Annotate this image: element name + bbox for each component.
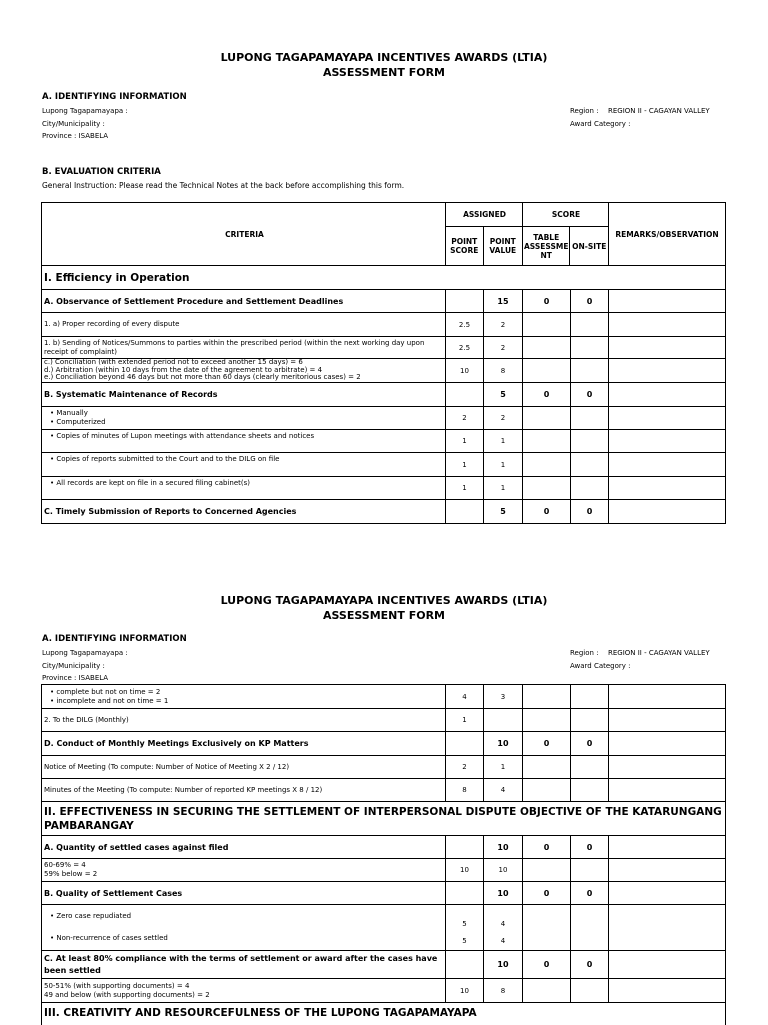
point-score-cell: 10 [446, 859, 484, 881]
criteria-cell [42, 905, 446, 950]
on-site-cell[interactable] [571, 979, 609, 1002]
point-score-cell: 1 [446, 453, 484, 476]
identifying-heading: A. IDENTIFYING INFORMATION [42, 634, 187, 644]
region-label: Region : [570, 107, 599, 115]
point-value-cell: 1 [484, 453, 523, 476]
on-site-cell[interactable] [571, 779, 609, 801]
remarks-cell[interactable] [609, 756, 725, 778]
award-category-label: Award Category : [570, 662, 631, 670]
assessment-table-page2 [41, 684, 726, 1025]
point-value-cell: 2 [484, 313, 523, 336]
criteria-line: • Zero case repudiated [50, 911, 132, 920]
table-assessment-cell[interactable] [523, 477, 571, 499]
table-row [42, 337, 725, 359]
section-title [42, 802, 722, 835]
criteria-line: been settled [44, 965, 101, 975]
point-value-cell: 2 [484, 337, 523, 358]
on-site-cell[interactable] [571, 359, 609, 382]
table-assessment-cell[interactable] [523, 979, 571, 1002]
table-row [42, 290, 725, 313]
remarks-cell[interactable] [609, 709, 725, 731]
table-assessment-cell: 0 [523, 500, 571, 523]
point-score-cell [446, 905, 484, 950]
table-row [42, 979, 725, 1003]
table-assessment-cell[interactable] [523, 359, 571, 382]
criteria-line: d.) Arbitration (within 10 days from the date of the agreement to arbitrate) = 4 [44, 365, 323, 374]
point-value-cell: 10 [484, 882, 523, 904]
city-label: City/Municipality : [42, 120, 105, 128]
section-row [42, 1003, 725, 1025]
section-row [42, 802, 725, 836]
criteria-cell [42, 359, 446, 382]
remarks-cell[interactable] [609, 337, 725, 358]
lupong-label: Lupong Tagapamayapa : [42, 649, 128, 657]
remarks-cell[interactable] [609, 430, 725, 452]
table-assessment-cell[interactable] [523, 859, 571, 881]
criteria-cell: B. Quality of Settlement Cases [42, 882, 446, 904]
table-assessment-cell: 0 [523, 383, 571, 406]
criteria-line: • Manually [50, 409, 88, 417]
on-site-cell[interactable] [571, 477, 609, 499]
on-site-cell[interactable] [571, 430, 609, 452]
criteria-line: 1. b) Sending of Notices/Summons to parties within the prescribed period (within the next working day upon [44, 338, 425, 347]
point-score-cell: 4 [446, 685, 484, 708]
on-site-cell: 0 [571, 290, 609, 312]
on-site-cell: 0 [571, 383, 609, 406]
point-score-cell: 1 [446, 430, 484, 452]
remarks-cell[interactable] [609, 313, 725, 336]
criteria-line: C. At least 80% compliance with the terms of settlement or award after the cases have [44, 953, 438, 963]
lupong-label: Lupong Tagapamayapa : [42, 107, 128, 115]
point-value-cell: 3 [484, 685, 523, 708]
criteria-cell: Notice of Meeting (To compute: Number of Notice of Meeting X 2 / 12) [42, 756, 446, 778]
on-site-cell: 0 [571, 500, 609, 523]
table-assessment-cell[interactable] [523, 756, 571, 778]
point-score-cell: 10 [446, 979, 484, 1002]
criteria-line: receipt of complaint) [44, 347, 118, 356]
point-value-cell: 10 [484, 836, 523, 858]
identifying-heading: A. IDENTIFYING INFORMATION [42, 92, 187, 102]
remarks-header: REMARKS/OBSERVATION [615, 229, 719, 239]
city-label: City/Municipality : [42, 662, 105, 670]
table-row [42, 685, 725, 709]
point-value-value: 4 [500, 937, 506, 946]
point-score-cell: 10 [446, 359, 484, 382]
criteria-line: • Non-recurrence of cases settled [50, 934, 168, 943]
table-assessment-cell: 0 [523, 951, 571, 978]
criteria-line: 49 and below (with supporting documents) = 2 [44, 990, 210, 999]
on-site-cell[interactable] [571, 453, 609, 476]
point-value-cell [484, 709, 523, 731]
point-value-cell: 5 [484, 383, 523, 406]
point-score-cell: 1 [446, 477, 484, 499]
section-title-line: II. EFFECTIVENESS IN SECURING THE SETTLEMENT OF INTERPERSONAL DISPUTE OBJECTIVE OF THE KATARUNGANG [44, 805, 722, 818]
point-score-cell: 2.5 [446, 313, 484, 336]
point-score-cell [446, 951, 484, 978]
point-score-cell: 2.5 [446, 337, 484, 358]
point-score-cell [446, 836, 484, 858]
on-site-cell: 0 [571, 882, 609, 904]
table-row [42, 882, 725, 905]
on-site-cell: 0 [571, 951, 609, 978]
criteria-cell [42, 859, 446, 881]
point-value-cell: 4 [484, 779, 523, 801]
criteria-line: e.) Conciliation beyond 46 days but not more than 60 days (clearly meritorious cases) = 2 [44, 373, 361, 382]
point-score-cell [446, 383, 484, 406]
table-row [42, 407, 725, 430]
on-site-cell[interactable] [571, 313, 609, 336]
point-score-value: 5 [462, 919, 467, 928]
point-score-cell [446, 290, 484, 312]
remarks-cell[interactable] [609, 836, 725, 858]
on-site-header: ON-SITE [572, 241, 607, 251]
criteria-cell: B. Systematic Maintenance of Records [42, 383, 446, 406]
score-header: SCORE [523, 203, 609, 227]
province-label: Province : ISABELA [42, 674, 109, 682]
criteria-line: 50-51% (with supporting documents) = 4 [44, 981, 190, 990]
table-row [42, 430, 725, 453]
evaluation-heading: B. EVALUATION CRITERIA [42, 167, 161, 177]
remarks-cell[interactable] [609, 383, 725, 406]
table-assessment-cell[interactable] [523, 453, 571, 476]
assessment-table-page1 [41, 202, 726, 524]
point-score-cell: 2 [446, 407, 484, 429]
table-assessment-cell[interactable] [523, 313, 571, 336]
remarks-cell[interactable] [609, 859, 725, 881]
point-value-cell: 1 [484, 756, 523, 778]
point-score-cell [446, 732, 484, 755]
table-header [42, 203, 725, 266]
point-score-value: 5 [462, 937, 467, 946]
table-row [42, 709, 725, 732]
criteria-cell: • Copies of minutes of Lupon meetings with attendance sheets and notices [42, 430, 446, 452]
region-label: Region : [570, 649, 599, 657]
on-site-cell[interactable] [571, 337, 609, 358]
on-site-cell[interactable] [571, 407, 609, 429]
point-value-cell: 1 [484, 430, 523, 452]
table-assessment-cell[interactable] [523, 685, 571, 708]
section-row [42, 266, 725, 290]
point-value-cell: 10 [484, 951, 523, 978]
point-score-cell [446, 882, 484, 904]
table-row [42, 756, 725, 779]
table-assessment-cell[interactable] [523, 779, 571, 801]
point-score-cell: 8 [446, 779, 484, 801]
remarks-cell[interactable] [609, 979, 725, 1002]
region-value: REGION II - CAGAYAN VALLEY [608, 107, 710, 115]
table-row [42, 359, 725, 383]
table-row [42, 905, 725, 951]
table-row [42, 383, 725, 407]
table-assessment-cell[interactable] [523, 407, 571, 429]
remarks-cell[interactable] [609, 685, 725, 708]
remarks-cell[interactable] [609, 779, 725, 801]
point-value-cell: 10 [484, 732, 523, 755]
table-row [42, 313, 725, 337]
criteria-cell: • All records are kept on file in a secured filing cabinet(s) [42, 477, 446, 499]
assigned-header: ASSIGNED [446, 203, 523, 227]
point-value-cell: 8 [484, 979, 523, 1002]
region-value: REGION II - CAGAYAN VALLEY [608, 649, 710, 657]
criteria-cell: A. Quantity of settled cases against filed [42, 836, 446, 858]
section-title: I. Efficiency in Operation [44, 271, 190, 284]
criteria-cell [42, 685, 446, 708]
remarks-cell[interactable] [609, 905, 725, 950]
criteria-cell [42, 407, 446, 429]
general-instruction: General Instruction: Please read the Technical Notes at the back before accomplishing this form. [42, 181, 405, 190]
table-row [42, 779, 725, 802]
table-assessment-cell: 0 [523, 290, 571, 312]
table-assessment-cell: 0 [523, 836, 571, 858]
on-site-cell[interactable] [571, 709, 609, 731]
criteria-cell [42, 951, 446, 978]
remarks-cell[interactable] [609, 732, 725, 755]
province-label: Province : ISABELA [42, 132, 109, 140]
on-site-cell: 0 [571, 732, 609, 755]
point-score-cell: 1 [446, 709, 484, 731]
on-site-cell[interactable] [571, 756, 609, 778]
point-score-header: POINT SCORE [446, 227, 484, 265]
table-assessment-cell: 0 [523, 882, 571, 904]
point-value-cell: 5 [484, 500, 523, 523]
point-value-header: POINT VALUE [489, 237, 517, 255]
point-value-value: 4 [500, 919, 506, 928]
table-row [42, 836, 725, 859]
form-title: LUPONG TAGAPAMAYAPA INCENTIVES AWARDS (LTIA) [220, 51, 548, 64]
point-value-cell: 10 [484, 859, 523, 881]
remarks-cell[interactable] [609, 882, 725, 904]
on-site-cell[interactable] [571, 905, 609, 950]
criteria-cell: Minutes of the Meeting (To compute: Number of reported KP meetings X 8 / 12) [42, 779, 446, 801]
point-value-cell: 8 [484, 359, 523, 382]
criteria-line: 59% below = 2 [44, 870, 98, 878]
remarks-cell[interactable] [609, 359, 725, 382]
remarks-cell[interactable] [609, 500, 725, 523]
table-row [42, 500, 725, 524]
table-assessment-cell[interactable] [523, 709, 571, 731]
section-title: III. CREATIVITY AND RESOURCEFULNESS OF THE LUPONG TAGAPAMAYAPA [44, 1007, 477, 1019]
point-value-cell: 1 [484, 477, 523, 499]
point-score-cell [446, 500, 484, 523]
form-subtitle: ASSESSMENT FORM [322, 609, 445, 622]
section-title-line: PAMBARANGAY [44, 819, 134, 832]
criteria-cell [42, 337, 446, 358]
criteria-line: • Computerized [50, 418, 106, 426]
point-value-cell: 2 [484, 407, 523, 429]
criteria-cell: 2. To the DILG (Monthly) [42, 709, 446, 731]
table-row [42, 732, 725, 756]
table-row [42, 859, 725, 882]
on-site-cell[interactable] [571, 859, 609, 881]
table-assessment-cell: 0 [523, 732, 571, 755]
criteria-header: CRITERIA [42, 203, 446, 265]
criteria-cell [42, 979, 446, 1002]
table-assessment-cell[interactable] [523, 905, 571, 950]
point-value-cell [484, 905, 523, 950]
criteria-cell: D. Conduct of Monthly Meetings Exclusively on KP Matters [42, 732, 446, 755]
criteria-line: • complete but not on time = 2 [50, 687, 161, 696]
remarks-cell[interactable] [609, 453, 725, 476]
on-site-cell: 0 [571, 836, 609, 858]
criteria-cell: • Copies of reports submitted to the Court and to the DILG on file [42, 453, 446, 476]
table-assessment-cell[interactable] [523, 430, 571, 452]
award-category-label: Award Category : [570, 120, 631, 128]
table-row [42, 453, 725, 477]
criteria-line: c.) Conciliation (with extended period not to exceed another 15 days) = 6 [44, 359, 303, 367]
point-score-cell: 2 [446, 756, 484, 778]
criteria-cell: 1. a) Proper recording of every dispute [42, 313, 446, 336]
remarks-cell[interactable] [609, 407, 725, 429]
criteria-line: 60-69% = 4 [44, 861, 86, 869]
form-subtitle: ASSESSMENT FORM [322, 66, 445, 79]
remarks-cell[interactable] [609, 951, 725, 978]
criteria-line: • incomplete and not on time = 1 [50, 696, 169, 705]
table-row [42, 477, 725, 500]
remarks-cell[interactable] [609, 290, 725, 312]
table-assessment-cell[interactable] [523, 337, 571, 358]
on-site-cell[interactable] [571, 685, 609, 708]
table-assessment-header: TABLE ASSESSME NT [523, 227, 570, 265]
form-title: LUPONG TAGAPAMAYAPA INCENTIVES AWARDS (LTIA) [220, 594, 548, 607]
criteria-cell: C. Timely Submission of Reports to Concerned Agencies [42, 500, 446, 523]
table-row [42, 951, 725, 979]
criteria-cell: A. Observance of Settlement Procedure and Settlement Deadlines [42, 290, 446, 312]
point-value-cell: 15 [484, 290, 523, 312]
remarks-cell[interactable] [609, 477, 725, 499]
